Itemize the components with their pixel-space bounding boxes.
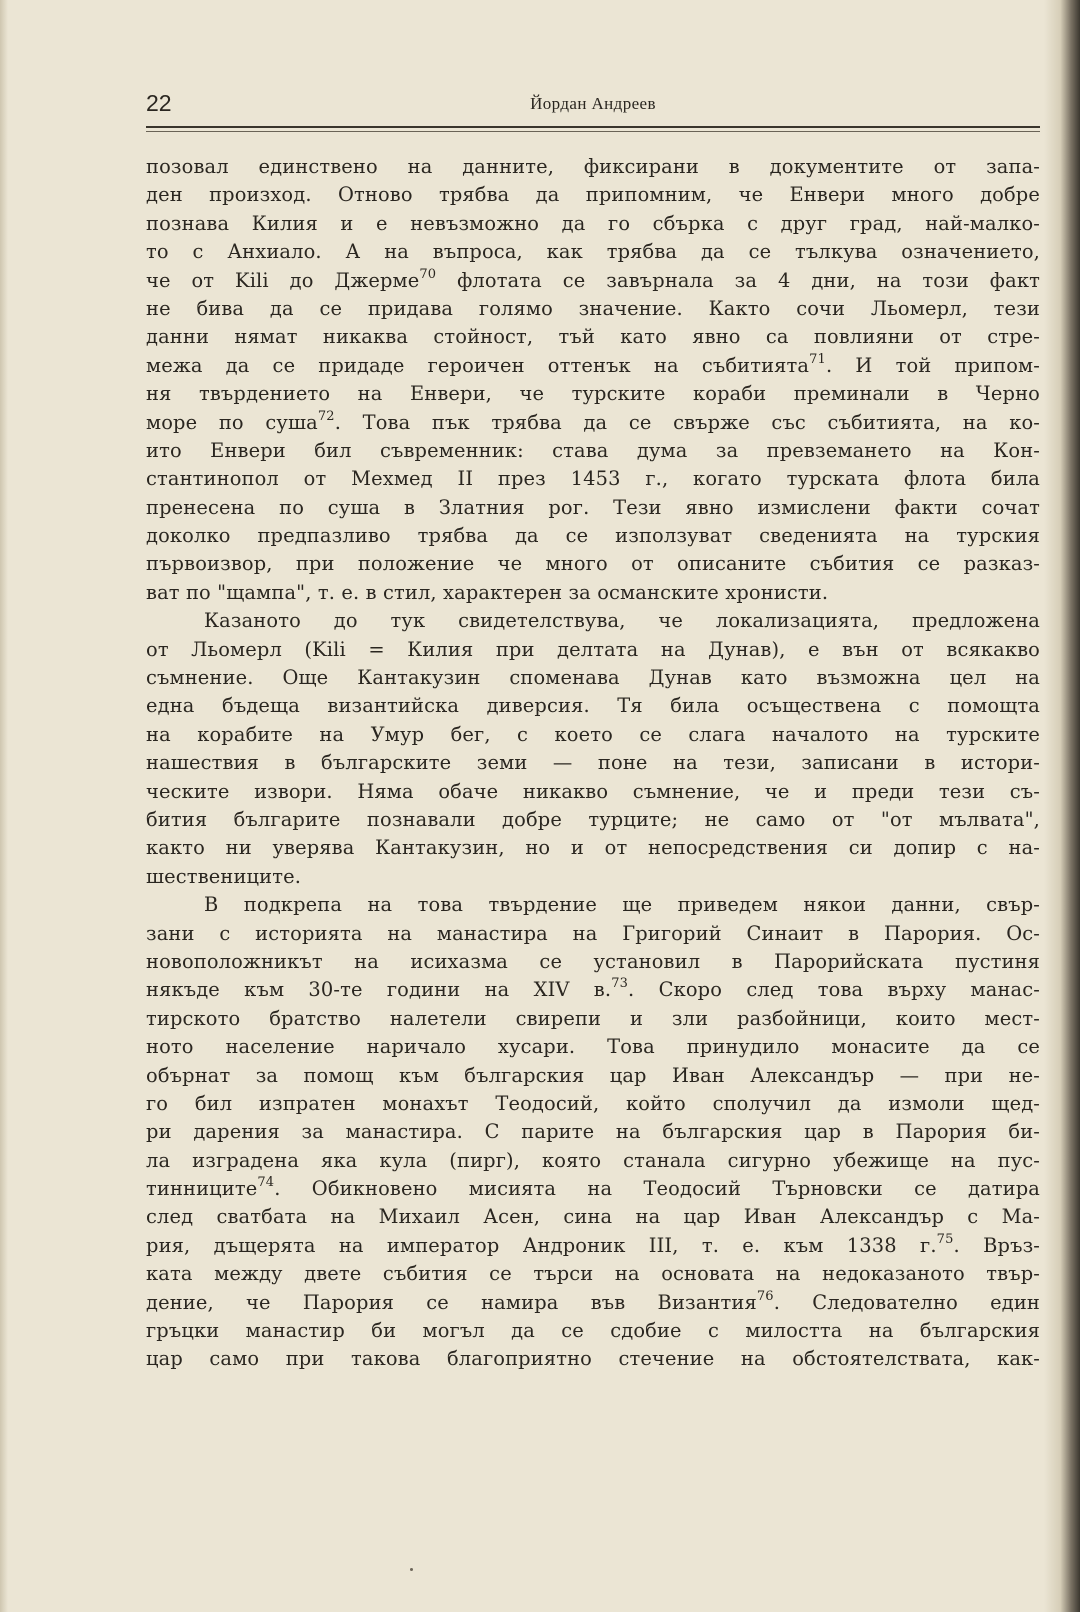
page-number: 22 — [146, 90, 172, 116]
footnote-marker: 71 — [809, 351, 826, 367]
text-line — [146, 1203, 1040, 1231]
footnote-marker: 76 — [756, 1288, 774, 1304]
text-line-segment: на корабите на Умур бег, с което се слага началото на турските — [146, 722, 1040, 746]
text-line-segment: ла изградена яка кула (пирг), която станала сигурно убежище на пус- — [146, 1148, 1040, 1172]
text-line — [146, 636, 1040, 664]
text-line — [146, 380, 1040, 408]
paper-speck — [410, 1568, 413, 1571]
text-line — [146, 1289, 1040, 1317]
text-line — [146, 778, 1040, 806]
text-line-segment: ри дарения за манастира. С парите на българския цар в Парория би- — [146, 1120, 1040, 1144]
text-line-segment: то с Анхиало. А на въпроса, как трябва да се тълкува означението, — [146, 240, 1040, 264]
text-line-segment: цар само при такова благоприятно стечение на обстоятелствата, как- — [146, 1347, 1040, 1371]
text-line-segment: . Следователно един — [773, 1290, 1040, 1314]
text-line-segment: рия, дъщерята на император Андроник III, т. е. към 1338 г. — [146, 1233, 937, 1257]
page-left-edge — [0, 0, 8, 1612]
text-line-segment: тирското братство налетели свирепи и зли разбойници, които мест- — [146, 1006, 1040, 1030]
text-line — [146, 1317, 1040, 1345]
text-line — [146, 749, 1040, 777]
text-line — [146, 1062, 1040, 1090]
text-line-segment: първоизвор, при положение че много от описаните събития се разказ- — [146, 552, 1040, 576]
body-text — [146, 153, 1040, 1374]
text-line — [146, 721, 1040, 749]
text-line — [146, 806, 1040, 834]
text-line — [146, 891, 1040, 919]
text-line-segment: . И той припом- — [825, 353, 1040, 377]
text-line — [146, 834, 1040, 862]
text-line — [146, 976, 1040, 1004]
text-line-segment: . Това пък трябва да се свърже със събитията, на ко- — [334, 410, 1041, 434]
running-title: Йордан Андреев — [530, 94, 656, 113]
text-line-segment: . Скоро след това върху манас- — [628, 978, 1040, 1002]
text-line — [146, 210, 1040, 238]
text-line — [146, 494, 1040, 522]
text-line — [146, 1175, 1040, 1203]
text-line — [146, 181, 1040, 209]
text-line-segment: след сватбата на Михаил Асен, сина на цар Иван Александър с Ма- — [146, 1205, 1040, 1229]
text-line — [146, 1090, 1040, 1118]
text-line-segment: В подкрепа на това твърдение ще приведем някои данни, свър- — [204, 893, 1040, 917]
text-line-segment: че от Kili до Джерме — [146, 268, 420, 292]
text-line-segment: нашествия в българските земи — поне на тези, записани в истори- — [146, 751, 1040, 775]
text-line — [146, 664, 1040, 692]
text-line — [146, 1118, 1040, 1146]
text-line — [146, 1260, 1040, 1288]
text-line-segment: не бива да се придава голямо значение. Както сочи Льомерл, тези — [146, 296, 1040, 320]
text-line-segment: ното население наричало хусари. Това принудило монасите да се — [146, 1035, 1040, 1059]
text-line — [146, 352, 1040, 380]
text-line — [146, 1033, 1040, 1061]
text-line — [146, 920, 1040, 948]
text-line-segment: ката между двете събития се търси на основата на недоказаното твър- — [146, 1262, 1040, 1286]
text-line-segment: стантинопол от Мехмед II през 1453 г., когато турската флота била — [146, 467, 1040, 491]
text-line-segment: доколко предпазливо трябва да се използуват сведенията на турския — [146, 524, 1040, 548]
text-line — [146, 522, 1040, 550]
text-line-segment: межа да се придаде героичен оттенък на събитията — [146, 353, 810, 377]
text-line-segment: шествениците. — [146, 864, 302, 888]
text-line — [146, 323, 1040, 351]
text-line-segment: Казаното до тук свидетелствува, че локализацията, предложена — [204, 609, 1040, 633]
text-line-segment: пренесена по суша в Златния рог. Тези явно измислени факти сочат — [146, 495, 1040, 519]
text-line-segment: данни нямат никаква стойност, тъй като явно са повлияни от стре- — [146, 325, 1040, 349]
text-line — [146, 692, 1040, 720]
text-line-segment: море по суша — [146, 410, 318, 434]
text-line — [146, 579, 1040, 607]
text-line — [146, 607, 1040, 635]
text-line-segment: новоположникът на исихазма се установил в Парорийската пустиня — [146, 949, 1040, 973]
text-line-segment: го бил изпратен монахът Теодосий, който сполучил да измоли щед- — [146, 1091, 1040, 1115]
text-line-segment: познава Килия и е невъзможно да го сбърка с друг град, най-малко- — [146, 211, 1040, 235]
text-line-segment: бития българите познавали добре турците; не само от "от мълвата", — [146, 807, 1040, 831]
header-rule-thin — [146, 131, 1040, 132]
text-line — [146, 1147, 1040, 1175]
text-line-segment: зани с историята на манастира на Григорий Синаит в Парория. Ос- — [146, 921, 1040, 945]
text-line-segment: от Льомерл (Kili = Килия при делтата на Дунав), е вън от всякакво — [146, 637, 1040, 661]
text-line — [146, 863, 1040, 891]
book-spine-shadow — [1044, 0, 1080, 1612]
text-line-segment: ня твърдението на Енвери, че турските кораби преминали в Черно — [146, 382, 1040, 406]
text-line-segment: както ни уверява Кантакузин, но и от непосредствения си допир с на- — [146, 836, 1040, 860]
text-line — [146, 1345, 1040, 1373]
text-line-segment: . Връз- — [953, 1233, 1040, 1257]
footnote-marker: 75 — [936, 1231, 954, 1247]
text-line-segment: дение, че Парория се намира във Византия — [146, 1290, 757, 1314]
text-line-segment: ден произход. Отново трябва да припомним, че Енвери много добре — [146, 183, 1040, 207]
text-line-segment: една бъдеща византийска диверсия. Тя била осъществена с помощта — [146, 694, 1040, 718]
header-rule — [146, 126, 1040, 128]
running-head — [146, 90, 1040, 124]
text-line — [146, 465, 1040, 493]
text-line — [146, 437, 1040, 465]
text-line — [146, 295, 1040, 323]
text-line-segment: ческите извори. Няма обаче никакво съмнение, че и преди тези съ- — [146, 779, 1040, 803]
text-line — [146, 153, 1040, 181]
text-line-segment: тинниците — [146, 1177, 258, 1201]
footnote-marker: 70 — [419, 266, 437, 282]
text-line-segment: позовал единствено на данните, фиксирани в документите от запа- — [146, 155, 1040, 178]
text-line — [146, 238, 1040, 266]
text-line — [146, 1005, 1040, 1033]
text-line-segment: някъде към 30-те години на XIV в. — [146, 978, 612, 1002]
text-line-segment: обърнат за помощ към българския цар Иван Александър — при не- — [146, 1063, 1040, 1087]
text-line — [146, 267, 1040, 295]
text-line-segment: ито Енвери бил съвременник: става дума за превземането на Кон- — [146, 438, 1040, 462]
text-line-segment: . Обикновено мисията на Теодосий Търновски се датира — [274, 1177, 1040, 1201]
text-line-segment: гръцки манастир би могъл да се сдобие с милостта на българския — [146, 1319, 1040, 1343]
text-line-segment: ват по "щампа", т. е. в стил, характерен за османските хронисти. — [146, 580, 829, 604]
text-line-segment: съмнение. Още Кантакузин споменава Дунав като възможна цел на — [146, 666, 1040, 690]
footnote-marker: 72 — [317, 408, 335, 424]
footnote-marker: 73 — [611, 976, 629, 992]
text-line — [146, 550, 1040, 578]
text-line — [146, 409, 1040, 437]
text-line — [146, 1232, 1040, 1260]
text-line-segment: флотата се завърнала за 4 дни, на този факт — [436, 268, 1040, 292]
footnote-marker: 74 — [257, 1175, 275, 1191]
text-line — [146, 948, 1040, 976]
